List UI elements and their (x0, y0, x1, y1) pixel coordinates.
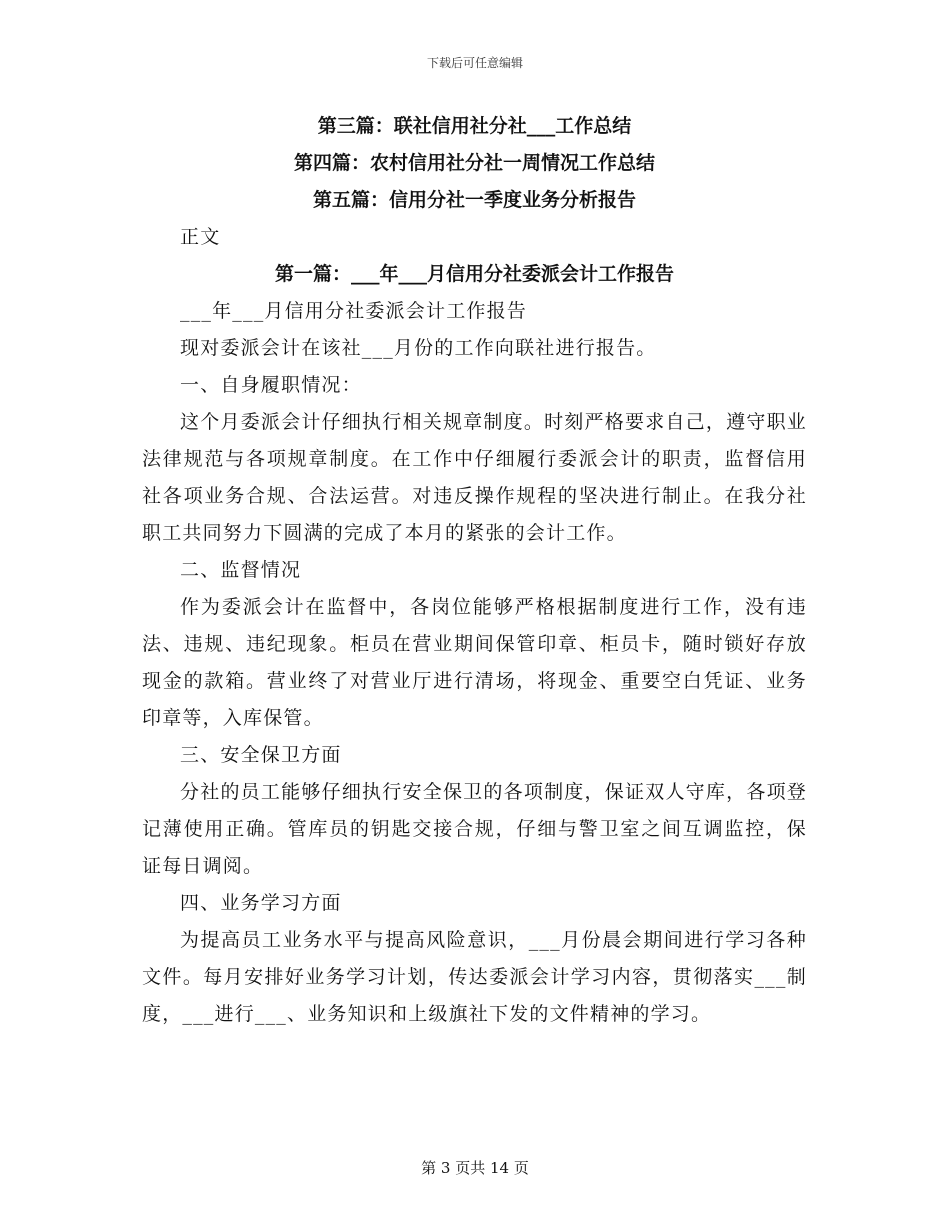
page-header: 下载后可任意编辑 (426, 56, 523, 70)
page-footer: 第 3 页共 14 页 (421, 1159, 529, 1177)
paragraph: 为提高员工业务水平与提高风险意识，___月份晨会期间进行学习各种文件。每月安排好业务学习计划，传达委派会计学习内容，贯彻落实___制度，___进行___、业务知识和上级旗社下发的文件精神的学习。 (142, 929, 807, 1025)
paragraph: 现对委派会计在该社___月份的工作向联社进行报告。 (180, 337, 657, 359)
subheading: 三、安全保卫方面 (180, 744, 342, 766)
toc-item-5: 第五篇：信用分社一季度业务分析报告 (312, 189, 636, 211)
toc-item-4: 第四篇：农村信用社分社一周情况工作总结 (293, 152, 655, 174)
subheading: 二、监督情况 (180, 559, 302, 581)
paragraph: ___年___月信用分社委派会计工作报告 (180, 300, 528, 322)
document-content (142, 108, 807, 1033)
subheading: 一、自身履职情况： (180, 374, 362, 396)
paragraph: 分社的员工能够仔细执行安全保卫的各项制度，保证双人守库，各项登记薄使用正确。管库员的钥匙交接合规，仔细与警卫室之间互调监控，保证每日调阅。 (142, 781, 807, 877)
paragraph: 作为委派会计在监督中，各岗位能够严格根据制度进行工作，没有违法、违规、违纪现象。柜员在营业期间保管印章、柜员卡，随时锁好存放现金的款箱。营业终了对营业厅进行清场，将现金、重要空白凭证、业务印章等，入库保管。 (142, 596, 807, 729)
subheading: 四、业务学习方面 (180, 892, 342, 914)
body-label: 正文 (180, 226, 221, 248)
section-title: 第一篇：___年___月信用分社委派会计工作报告 (274, 263, 674, 285)
toc-item-3: 第三篇：联社信用社分社___工作总结 (317, 115, 632, 137)
paragraph: 这个月委派会计仔细执行相关规章制度。时刻严格要求自己，遵守职业法律规范与各项规章制度。在工作中仔细履行委派会计的职责，监督信用社各项业务合规、合法运营。对违反操作规程的坚决进行制止。在我分社职工共同努力下圆满的完成了本月的紧张的会计工作。 (142, 411, 807, 544)
